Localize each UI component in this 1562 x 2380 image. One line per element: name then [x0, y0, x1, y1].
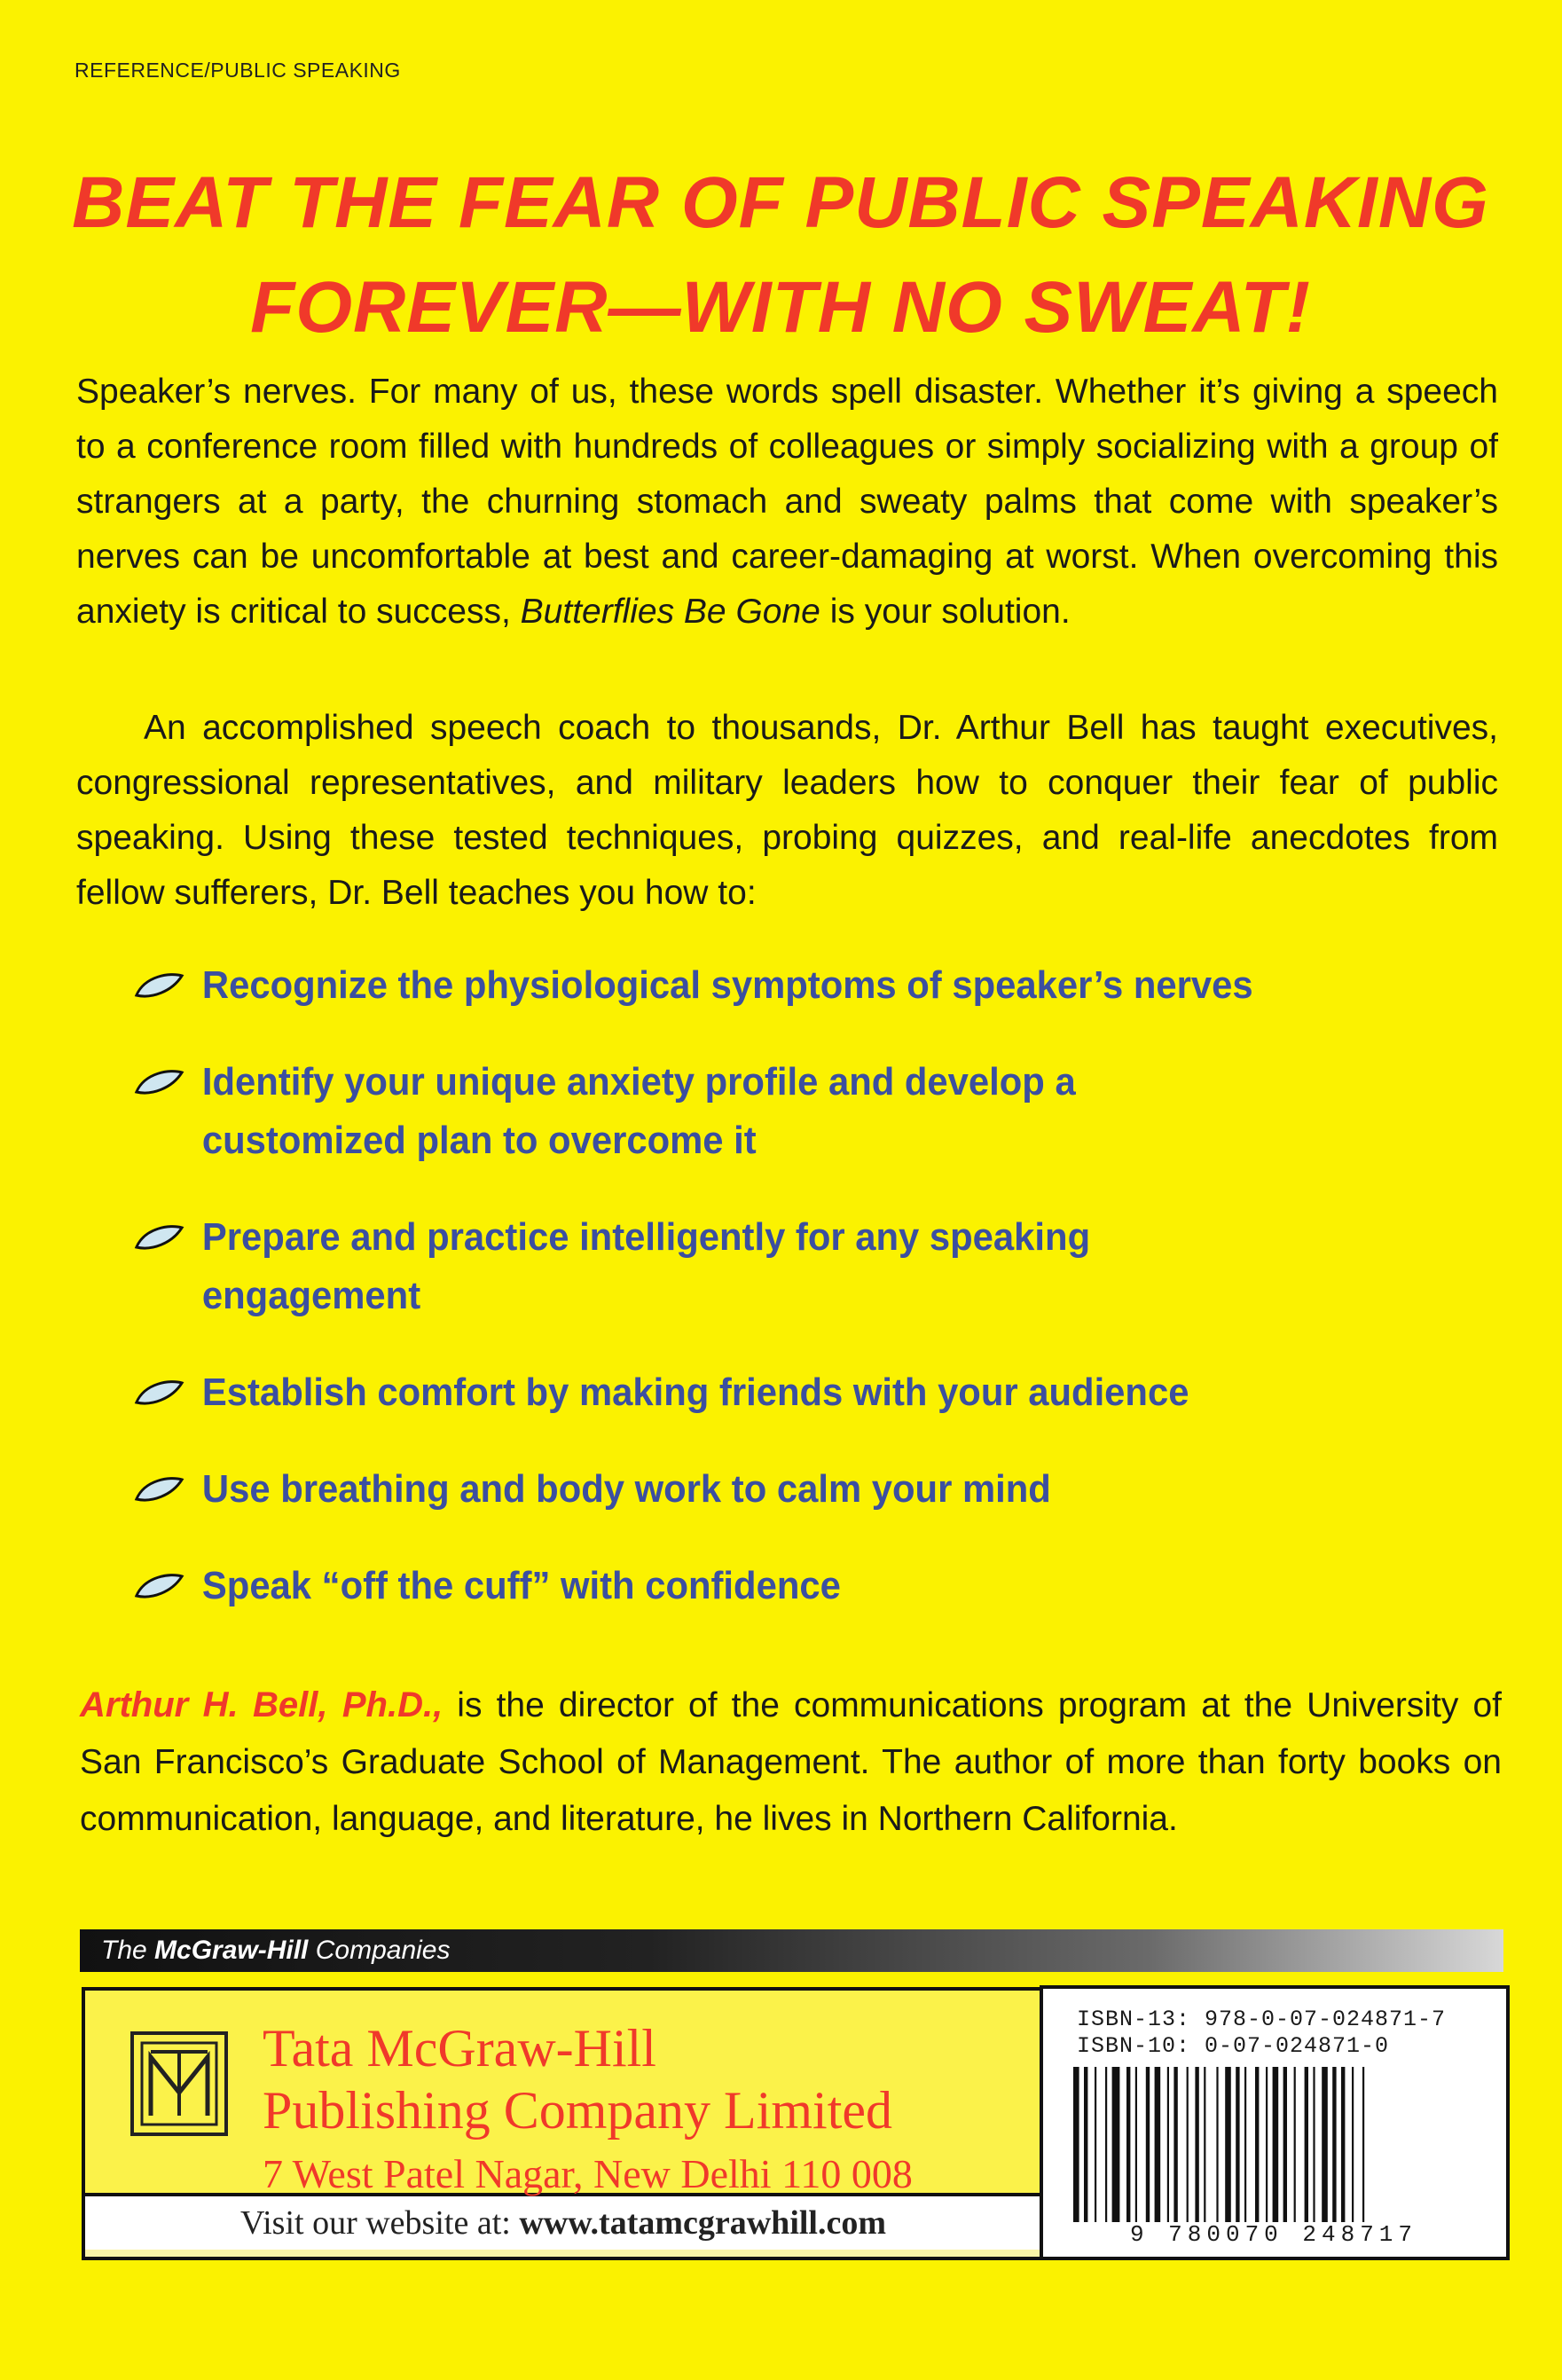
author-bio [80, 1677, 1502, 1848]
leaf-bullet-icon [133, 970, 185, 1001]
leaf-bullet-icon [133, 1378, 185, 1408]
corporate-banner [80, 1929, 1503, 1972]
leaf-bullet-icon [133, 1222, 185, 1253]
benefit-text: Recognize the physiological symptoms of speaker’s nerves [201, 963, 1253, 1007]
headline-line-1: BEAT THE FEAR OF PUBLIC SPEAKING [72, 162, 1489, 243]
leaf-bullet-icon [133, 1474, 185, 1504]
barcode-bar [1126, 2067, 1130, 2222]
barcode-icon [1070, 2067, 1478, 2222]
benefit-text: Identify your unique anxiety profile and develop a customized plan to overcome it [201, 1060, 1076, 1162]
barcode-bar [1341, 2067, 1345, 2222]
barcode-box [1040, 1985, 1510, 2260]
banner-pre: The [101, 1936, 155, 1965]
barcode-bar [1255, 2067, 1259, 2222]
benefit-item [133, 1208, 1397, 1325]
barcode-bar [1322, 2067, 1328, 2222]
book-title: Butterflies Be Gone [520, 593, 820, 631]
barcode-bar [1362, 2067, 1364, 2222]
barcode-bar [1294, 2067, 1296, 2222]
barcode-bar [1084, 2067, 1087, 2222]
author-name: Arthur H. Bell, Ph.D., [80, 1685, 443, 1724]
intro-paragraph-2: An accomplished speech coach to thousands, Dr. Arthur Bell has taught executives, congressional representatives, and military leaders how to conquer their fear of public speaking. Using these tested techniques, probing quizzes, and real-life anecdotes from fellow sufferers, Dr. Bell teaches you how to: [76, 709, 1498, 912]
publisher-name-line-1: Tata McGraw-Hill [263, 2019, 656, 2078]
barcode-bar [1105, 2067, 1107, 2222]
headline [53, 151, 1508, 360]
barcode-bar [1167, 2067, 1169, 2222]
banner-post: Companies [308, 1936, 451, 1965]
publisher-info [85, 1991, 1041, 2196]
barcode-bar [1332, 2067, 1336, 2222]
barcode-bar [1236, 2067, 1239, 2222]
benefit-text: Establish comfort by making friends with your audience [201, 1371, 1189, 1414]
publisher-address: 7 West Patel Nagar, New Delhi 110 008 [263, 2151, 913, 2196]
intro-p1-end: is your solution. [820, 593, 1071, 631]
barcode-bar [1187, 2067, 1189, 2222]
publisher-box [82, 1987, 1045, 2260]
barcode-bar [1112, 2067, 1120, 2222]
barcode-bar [1204, 2067, 1205, 2222]
benefit-item [133, 1557, 1397, 1615]
intro-paragraph-1 [76, 365, 1498, 640]
barcode-bar [1195, 2067, 1198, 2222]
barcode-bar [1313, 2067, 1315, 2222]
headline-line-2: FOREVER—WITH NO SWEAT! [250, 267, 1311, 348]
barcode-bar [1225, 2067, 1231, 2222]
intro-p1-text: Speaker’s nerves. For many of us, these words spell disaster. Whether it’s giving a speech to a conference room filled with hundreds of colleagues or simply socializing with a group of strangers at a party, the churning stomach and sweaty palms that come with speaker’s nerves can be uncomfortable at best and career-damaging at worst. When overcoming this anxiety is critical to success, [76, 373, 1498, 631]
barcode-bar [1352, 2067, 1354, 2222]
barcode-bar [1073, 2067, 1079, 2222]
barcode-bar [1095, 2067, 1096, 2222]
barcode-bar [1173, 2067, 1177, 2222]
barcode-bar [1266, 2067, 1268, 2222]
benefit-text: Use breathing and body work to calm your mind [201, 1467, 1051, 1511]
barcode-bar [1146, 2067, 1150, 2222]
benefit-text: Speak “off the cuff” with confidence [201, 1564, 841, 1607]
isbn-13: ISBN-13: 978-0-07-024871-7 [1077, 2007, 1447, 2032]
benefit-text: Prepare and practice intelligently for any speaking engagement [201, 1215, 1091, 1317]
website-label: Visit our website at: [239, 2204, 520, 2242]
benefit-list [133, 956, 1464, 1653]
barcode-bar [1155, 2067, 1161, 2222]
benefit-item [133, 1363, 1397, 1422]
benefit-item [133, 1053, 1397, 1170]
barcode-bar [1216, 2067, 1218, 2222]
publisher-name [263, 2017, 892, 2141]
author-bio-text: is the director of the communications program at the University of San Francisco’s Graduate School of Management. The author of more than forty books on communication, language, and literature, he lives in Northern California. [80, 1686, 1503, 1838]
barcode-bar [1135, 2067, 1137, 2222]
publisher-name-line-2: Publishing Company Limited [263, 2081, 893, 2140]
barcode-bar [1283, 2067, 1287, 2222]
leaf-bullet-icon [133, 1571, 185, 1601]
website-url: www.tatamcgrawhill.com [519, 2204, 887, 2242]
leaf-bullet-icon [133, 1067, 185, 1097]
benefit-item [133, 956, 1397, 1015]
benefit-item [133, 1460, 1397, 1519]
category-label: REFERENCE/PUBLIC SPEAKING [75, 59, 401, 82]
publisher-logo-icon [130, 2030, 229, 2137]
barcode-digits: 9 780070 248717 [1129, 2221, 1418, 2248]
banner-brand: McGraw-Hill [154, 1936, 309, 1965]
barcode-bar [1273, 2067, 1279, 2222]
website-line [85, 2196, 1041, 2250]
barcode-bar [1244, 2067, 1246, 2222]
barcode-bar [1305, 2067, 1308, 2222]
isbn-10: ISBN-10: 0-07-024871-0 [1077, 2033, 1390, 2059]
